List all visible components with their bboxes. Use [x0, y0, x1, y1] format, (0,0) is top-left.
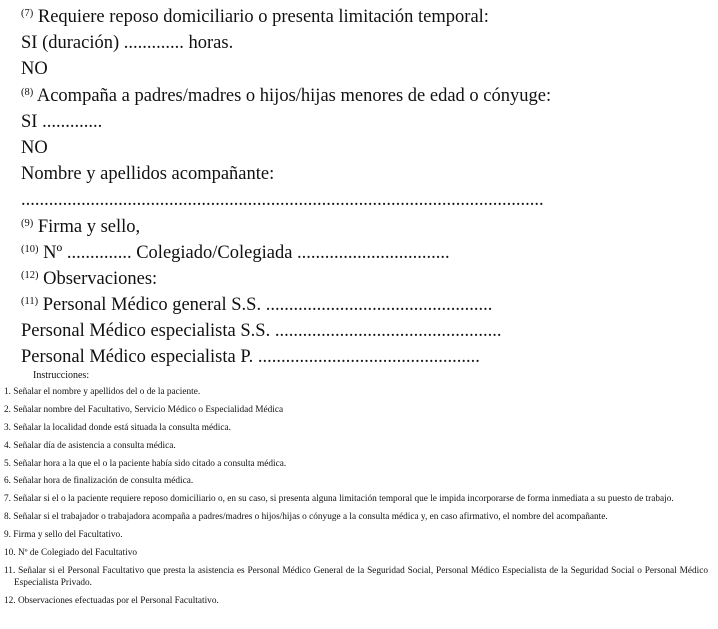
- line-text: Nº .............. Colegiado/Colegiada .................................: [38, 242, 450, 263]
- form-line-si: [21, 109, 711, 135]
- form-line-especialista-ss: [21, 318, 711, 344]
- line-text: Firma y sello,: [33, 216, 141, 237]
- line-text: Personal Médico especialista P. ................................................: [21, 347, 480, 368]
- form-line-nombre-acompanante: [21, 161, 711, 187]
- form-line-no: [21, 56, 711, 82]
- note-number: (9): [21, 217, 34, 229]
- line-text: NO: [21, 59, 48, 80]
- form-line-observaciones: [21, 266, 711, 292]
- form-line-requiere-reposo: [21, 4, 711, 30]
- note-number: (7): [21, 8, 34, 19]
- form-line-medico-general: [21, 292, 711, 318]
- line-text: Nombre y apellidos acompañante:: [21, 164, 275, 185]
- form-line-si-duracion: [21, 30, 711, 56]
- instruction-item: 6. Señalar hora de finalización de consulta médica.: [4, 476, 194, 487]
- form-line-no-2: [21, 135, 711, 161]
- line-text: SI .............: [21, 111, 103, 132]
- line-text: Personal Médico general S.S. .................................................: [38, 295, 493, 316]
- line-text: Observaciones:: [38, 268, 158, 289]
- line-text: Requiere reposo domiciliario o presenta limitación temporal:: [33, 7, 489, 27]
- line-text: NO: [21, 137, 48, 158]
- instruction-item: 11. Señalar si el Personal Facultativo que presta la asistencia es Personal Médico General de la Seguridad Social, Personal Médico Especialista de la Seguridad Social o Personal Médico Especialista Privado.: [4, 565, 708, 589]
- form-line-firma-sello: [21, 214, 711, 240]
- line-text: SI (duración) ............. horas.: [21, 33, 234, 54]
- instruction-item: 3. Señalar la localidad donde está situada la consulta médica.: [4, 422, 231, 433]
- line-text: Personal Médico especialista S.S. .................................................: [21, 321, 502, 342]
- form-line-especialista-p: [21, 344, 711, 370]
- instruction-item: 10. Nº de Colegiado del Facultativo: [4, 548, 138, 559]
- form-fields: [21, 4, 711, 371]
- instructions-list: [4, 386, 708, 613]
- note-number: (12): [21, 269, 39, 281]
- instruction-item: 1. Señalar el nombre y apellidos del o de la paciente.: [4, 387, 201, 397]
- note-number: (10): [21, 243, 39, 255]
- form-line-blank-dots: [21, 187, 711, 213]
- note-number: (8): [21, 86, 34, 98]
- instruction-item: 7. Señalar si el o la paciente requiere reposo domiciliario o, en su caso, si presenta alguna limitación temporal que le impida incorporarse de forma inmediata a su puesto de trabajo.: [4, 494, 674, 505]
- instruction-item: 4. Señalar día de asistencia a consulta médica.: [4, 440, 176, 451]
- line-text: .................................................................................................................: [21, 190, 544, 211]
- instruction-item: 12. Observaciones efectuadas por el Personal Facultativo.: [4, 596, 219, 607]
- form-line-acompana: [21, 83, 711, 109]
- form-line-colegiado: [21, 240, 711, 266]
- instruction-item: 8. Señalar si el trabajador o trabajadora acompaña a padres/madres o hijos/hijas o cónyuge a la consulta médica y, en caso afirmativo, el nombre del acompañante.: [4, 512, 608, 523]
- note-number: (11): [21, 296, 39, 308]
- instruction-item: 2. Señalar nombre del Facultativo, Servicio Médico o Especialidad Médica: [4, 404, 284, 415]
- instruction-item: 9. Firma y sello del Facultativo.: [4, 530, 123, 541]
- instruction-item: 5. Señalar hora a la que el o la paciente había sido citado a consulta médica.: [4, 458, 287, 469]
- line-text: Acompaña a padres/madres o hijos/hijas menores de edad o cónyuge:: [33, 85, 552, 106]
- instructions-title: Instrucciones:: [33, 370, 90, 381]
